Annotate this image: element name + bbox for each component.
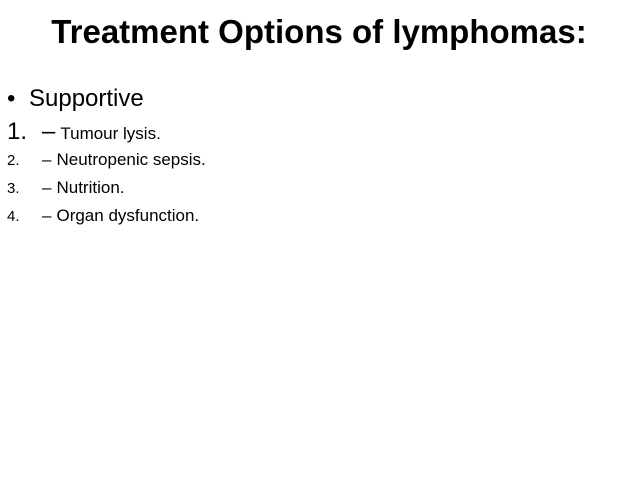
list-item-dash: – [42,206,52,225]
list-item [7,206,206,234]
list-item [7,150,206,178]
list-item-dash: – [42,178,52,197]
list-item-text: Nutrition. [56,178,125,197]
numbered-list [7,118,206,234]
list-item-dash: – [42,118,56,145]
list-item-number: 3. [7,180,20,197]
list-item [7,178,206,206]
list-item [7,118,206,150]
slide-title: Treatment Options of lymphomas: [51,13,587,50]
list-item-dash: – [42,150,52,169]
bullet-supportive [7,84,144,114]
list-item-text: Organ dysfunction. [56,206,200,225]
list-item-text: Tumour lysis. [60,124,161,143]
list-item-text: Neutropenic sepsis. [56,150,206,169]
list-item-number: 4. [7,208,20,225]
bullet-text: Supportive [29,85,144,112]
list-item-number: 1. [7,118,28,145]
bullet-marker: • [7,85,16,112]
list-item-number: 2. [7,152,20,169]
